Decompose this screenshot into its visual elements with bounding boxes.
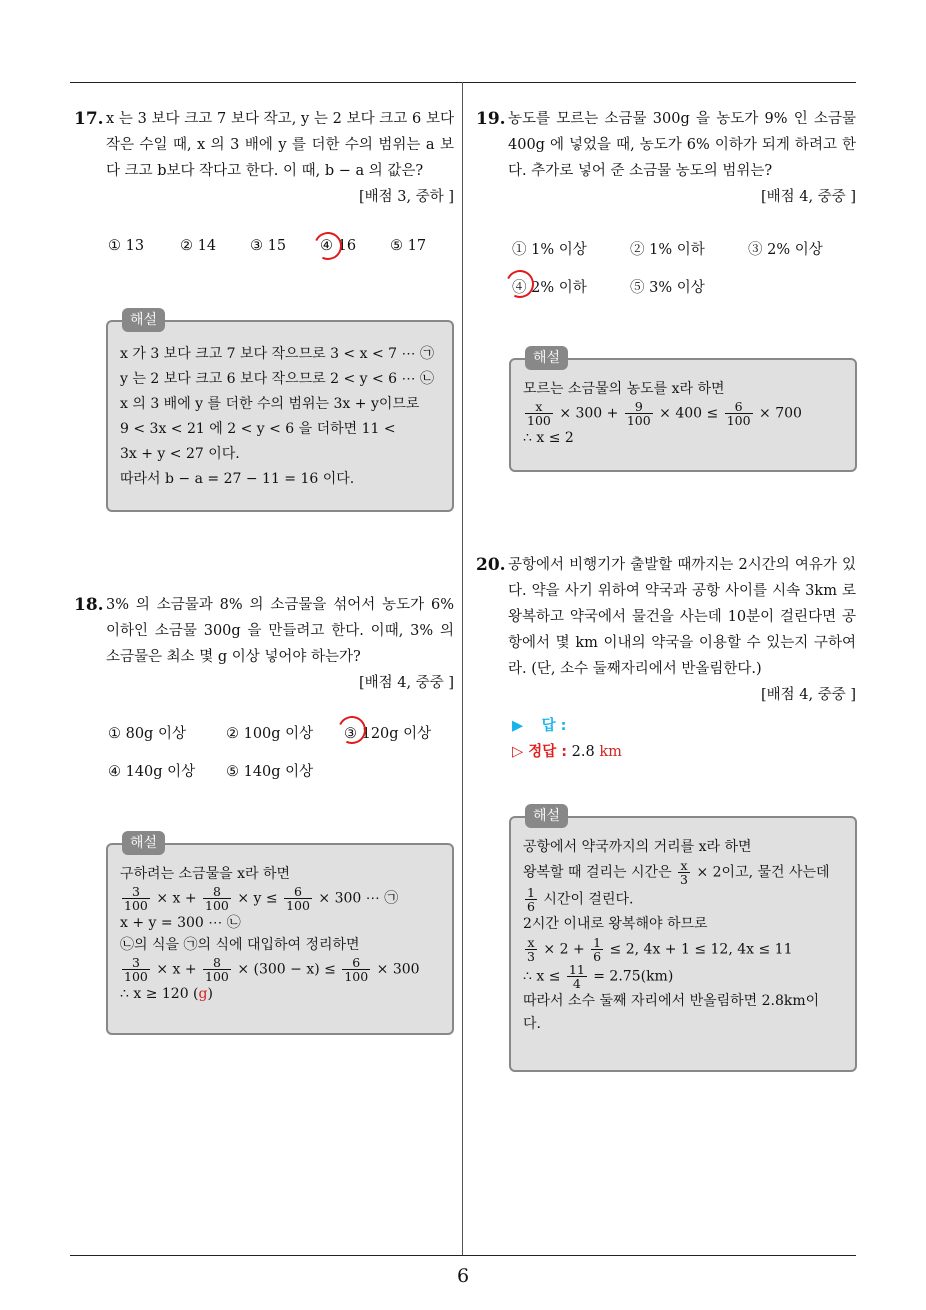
- choice-5[interactable]: ⑤ 17: [390, 238, 427, 254]
- choices-17: [108, 238, 458, 262]
- fraction: $\frac{x}{100}$: [527, 399, 551, 428]
- problem-text: x 는 3 보다 크고 7 보다 작고, y 는 2 보다 크고 6 보다 작은 수일 때, x 의 3 배에 y 를 더한 수의 범위는 a 보다 크고 b보다 작다고 한다. 이 때, b − a 의 값은?: [106, 111, 454, 179]
- problem-19: [476, 106, 856, 210]
- choice-5[interactable]: ⑤ 140g 이상: [226, 764, 314, 780]
- choice-5[interactable]: ⑤ 3% 이상: [630, 280, 705, 296]
- problem-20: [476, 552, 856, 708]
- solution-line: 2시간 이내로 왕복해야 하므로: [523, 916, 708, 932]
- solution-equation: $\frac{x}{100}$ × 300 + $\frac{9}{100}$ × 400 ≤ $\frac{6}{100}$ × 700: [527, 399, 802, 428]
- difficulty-meta: [배점 4, 중중 ]: [358, 675, 454, 691]
- solution-equation: 왕복할 때 걸리는 시간은 $\frac{x}{3}$ × 2이고, 물건 사는데: [523, 858, 830, 887]
- problem-text: 3% 의 소금물과 8% 의 소금물을 섞어서 농도가 6% 이하인 소금물 300g 을 만들려고 한다. 이때, 3% 의 소금물은 최소 몇 g 이상 넣어야 하는가?: [106, 597, 454, 665]
- solution-equation: ∴ x ≤ $\frac{11}{4}$ = 2.75(km): [523, 962, 674, 991]
- solution-line: ∴ x ≥ 120 (g): [120, 986, 213, 1002]
- solution-line: x 의 3 배에 y 를 더한 수의 범위는 3x + y이므로: [120, 396, 420, 412]
- difficulty-meta: [배점 4, 중중 ]: [760, 687, 856, 703]
- solution-line: 다.: [523, 1016, 541, 1032]
- answer-label: 답 :: [541, 718, 567, 734]
- choice-1[interactable]: ① 13: [108, 238, 145, 254]
- choice-2[interactable]: ② 1% 이하: [630, 242, 705, 258]
- solution-line: 구하려는 소금물을 x라 하면: [120, 866, 291, 882]
- problem-number: 20.: [476, 555, 506, 575]
- solution-box-20: [509, 808, 857, 1072]
- solution-line: x 가 3 보다 크고 7 보다 작으므로 3 < x < 7 ⋯ ㉠: [120, 346, 434, 362]
- solution-box-17: [106, 312, 454, 512]
- correct-unit: km: [599, 744, 622, 760]
- choices-18: [108, 722, 458, 782]
- choice-4[interactable]: ④ 2% 이하: [512, 280, 587, 296]
- solution-line: ∴ x ≤ 2: [523, 430, 574, 446]
- solution-line: 따라서 소수 둘째 자리에서 반올림하면 2.8km이: [523, 993, 820, 1009]
- solution-equation: $\frac{3}{100}$ × x + $\frac{8}{100}$ × y ≤ $\frac{6}{100}$ × 300 ⋯ ㉠: [124, 884, 399, 913]
- correct-label: ▷ 정답 :: [512, 744, 568, 760]
- page-number: 6: [456, 1265, 470, 1287]
- answer-line: [512, 714, 566, 735]
- fraction: $\frac{11}{4}$: [568, 962, 585, 991]
- solution-equation: $\frac{1}{6}$ 시간이 걸린다.: [527, 885, 634, 914]
- difficulty-meta: [배점 4, 중중 ]: [760, 189, 856, 205]
- solution-tag: 해설: [122, 831, 165, 855]
- problem-text: 공항에서 비행기가 출발할 때까지는 2시간의 여유가 있다. 약을 사기 위하여 약국과 공항 사이를 시속 3km 로 왕복하고 약국에서 물건을 사는데 10분이 걸린다면 공항에서 몇 km 이내의 약국을 이용할 수 있는지 구하여라. (단, 소수 둘째자리에서 반올림한다.): [508, 557, 856, 677]
- answer-mark: [310, 228, 346, 264]
- solution-line: 공항에서 약국까지의 거리를 x라 하면: [523, 839, 752, 855]
- difficulty-meta: [배점 3, 중하 ]: [358, 189, 454, 205]
- problem-text: 농도를 모르는 소금물 300g 을 농도가 9% 인 소금물 400g 에 넣었을 때, 농도가 6% 이하가 되게 하려고 한다. 추가로 넣어 준 소금물 농도의 범위는?: [508, 111, 856, 179]
- solution-tag: 해설: [122, 308, 165, 332]
- fraction: $\frac{6}{100}$: [344, 955, 369, 984]
- fraction: $\frac{x}{3}$: [527, 935, 535, 964]
- fraction: $\frac{1}{6}$: [593, 935, 602, 964]
- choice-1[interactable]: ① 80g 이상: [108, 726, 186, 742]
- bottom-rule: [70, 1255, 856, 1256]
- problem-number: 19.: [476, 109, 506, 129]
- solution-box-19: [509, 350, 857, 472]
- solution-line: 따라서 b − a = 27 − 11 = 16 이다.: [120, 471, 355, 487]
- choice-1[interactable]: ① 1% 이상: [512, 242, 587, 258]
- choices-19: [512, 238, 852, 298]
- fraction: $\frac{6}{100}$: [726, 399, 751, 428]
- play-arrow-icon: ▶: [512, 718, 524, 734]
- fraction: $\frac{3}{100}$: [124, 884, 148, 913]
- solution-line: y 는 2 보다 크고 6 보다 작으므로 2 < y < 6 ⋯ ㉡: [120, 371, 434, 387]
- choice-4[interactable]: ④ 16: [320, 238, 357, 254]
- problem-number: 17.: [74, 109, 104, 129]
- correct-value: 2.8: [571, 744, 595, 760]
- choice-2[interactable]: ② 100g 이상: [226, 726, 314, 742]
- solution-tag: 해설: [525, 346, 568, 370]
- solution-line: 3x + y < 27 이다.: [120, 446, 240, 462]
- fraction: $\frac{1}{6}$: [527, 885, 535, 914]
- problem-number: 18.: [74, 595, 104, 615]
- choice-4[interactable]: ④ 140g 이상: [108, 764, 196, 780]
- solution-line: x + y = 300 ⋯ ㉡: [120, 915, 241, 931]
- solution-equation: $\frac{x}{3}$ × 2 + $\frac{1}{6}$ ≤ 2, 4x + 1 ≤ 12, 4x ≤ 11: [527, 935, 793, 964]
- top-rule: [70, 82, 856, 83]
- problem-18: [74, 592, 454, 696]
- solution-line: ㉡의 식을 ㉠의 식에 대입하여 정리하면: [120, 937, 360, 953]
- correct-answer-line: [512, 740, 622, 761]
- solution-line: 9 < 3x < 21 에 2 < y < 6 을 더하면 11 <: [120, 421, 396, 437]
- fraction: $\frac{x}{3}$: [680, 858, 688, 887]
- problem-17: [74, 106, 454, 210]
- solution-box-18: [106, 835, 454, 1035]
- solution-tag: 해설: [525, 804, 568, 828]
- choice-3[interactable]: ③ 120g 이상: [344, 726, 432, 742]
- fraction: $\frac{8}{100}$: [205, 955, 229, 984]
- fraction: $\frac{6}{100}$: [286, 884, 310, 913]
- choice-3[interactable]: ③ 2% 이상: [748, 242, 823, 258]
- solution-line: 모르는 소금물의 농도를 x라 하면: [523, 381, 725, 397]
- choice-3[interactable]: ③ 15: [250, 238, 287, 254]
- fraction: $\frac{3}{100}$: [124, 955, 148, 984]
- fraction: $\frac{8}{100}$: [205, 884, 229, 913]
- choice-2[interactable]: ② 14: [180, 238, 217, 254]
- column-divider: [462, 82, 463, 1256]
- fraction: $\frac{9}{100}$: [626, 399, 651, 428]
- solution-equation: $\frac{3}{100}$ × x + $\frac{8}{100}$ × (300 − x) ≤ $\frac{6}{100}$ × 300: [124, 955, 420, 984]
